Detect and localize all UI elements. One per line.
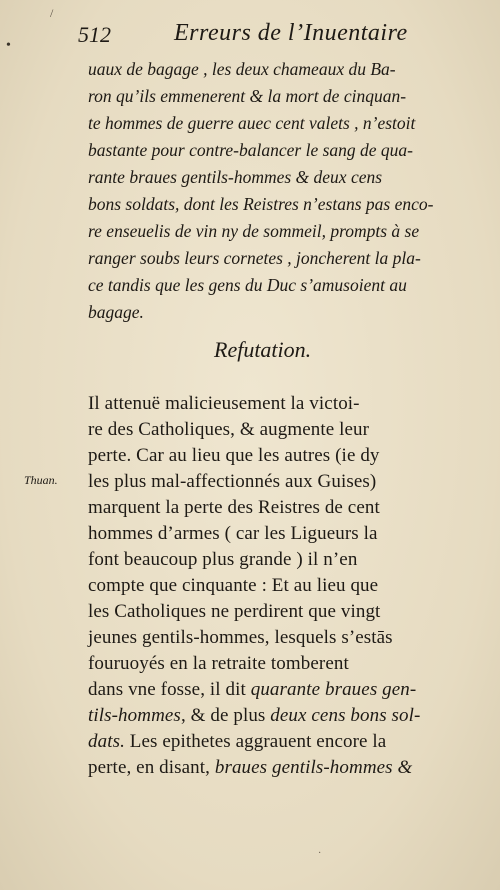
line-text: , & de plus [180, 705, 271, 726]
italic-phrase: braues gentils-hommes & [214, 757, 413, 778]
text-line [88, 755, 466, 781]
text-line [88, 417, 466, 443]
line-text: jeunes gentils-hommes, lesquels s’estās [88, 627, 393, 648]
refutation-body [88, 391, 466, 781]
line-text: hommes d’armes ( car les Ligueurs la [88, 523, 378, 544]
text-line: bons soldats, dont les Reistres n’estans pas enco- [88, 194, 434, 214]
page-number: 512 [78, 22, 111, 47]
text-line [88, 521, 466, 547]
line-text: perte, en disant, [88, 757, 215, 778]
line-text: les Catholiques ne perdirent que vingt [88, 601, 381, 622]
section-heading: Refutation. [214, 337, 312, 362]
text-line [88, 599, 466, 625]
running-title: Erreurs de l’Inuentaire [174, 20, 408, 46]
text-line [88, 625, 466, 651]
running-header [70, 20, 470, 50]
line-text: marquent la perte des Reistres de cent [88, 497, 380, 518]
text-line [88, 729, 466, 755]
margin-note: Thuan. [24, 473, 58, 487]
line-text: les plus mal-affectionnés aux Guises) [88, 471, 377, 492]
line-text: font beaucoup plus grande ) il n’en [88, 549, 358, 570]
text-line: re enseuelis de vin ny de sommeil, prompts à se [88, 221, 420, 241]
quoted-passage [88, 56, 466, 326]
text-line: ce tandis que les gens du Duc s’amusoient au [88, 275, 407, 295]
italic-phrase: quarante braues gen- [250, 679, 417, 700]
text-line [88, 703, 466, 729]
italic-phrase: dats. [88, 731, 125, 752]
text-line: te hommes de guerre auec cent valets , n’estoit [88, 113, 416, 133]
text-line: rante braues gentils-hommes & deux cens [88, 167, 383, 187]
text-line: uaux de bagage , les deux chameaux du Ba- [88, 59, 396, 79]
text-line: ranger soubs leurs cornetes , joncherent la pla- [88, 248, 421, 268]
line-text: dans vne fosse, il dit [88, 679, 251, 700]
footer-mark: · [318, 848, 322, 859]
line-text: compte que cinquante : Et au lieu que [88, 575, 379, 596]
text-line: bastante pour contre-balancer le sang de qua- [88, 140, 413, 160]
top-tick-mark: / [50, 6, 54, 20]
text-line [88, 495, 466, 521]
text-line: ron qu’ils emmenerent & la mort de cinquan- [88, 86, 407, 106]
text-line [88, 391, 466, 417]
line-text: fouruoyés en la retraite tomberent [88, 653, 349, 674]
line-text: re des Catholiques, & augmente leur [88, 419, 370, 440]
margin-dot: • [6, 38, 11, 53]
italic-phrase: tils-hommes [88, 705, 181, 726]
text-line: bagage. [88, 302, 144, 322]
line-text: Il attenuë malicieusement la victoi- [88, 393, 360, 414]
text-line [88, 443, 466, 469]
text-line [88, 469, 466, 495]
line-text: perte. Car au lieu que les autres (ie dy [88, 445, 380, 466]
italic-phrase: deux cens bons sol- [270, 705, 421, 726]
text-line [88, 573, 466, 599]
text-line [88, 547, 466, 573]
line-text: Les epithetes aggrauent encore la [124, 731, 387, 752]
text-line [88, 677, 466, 703]
text-line [88, 651, 466, 677]
